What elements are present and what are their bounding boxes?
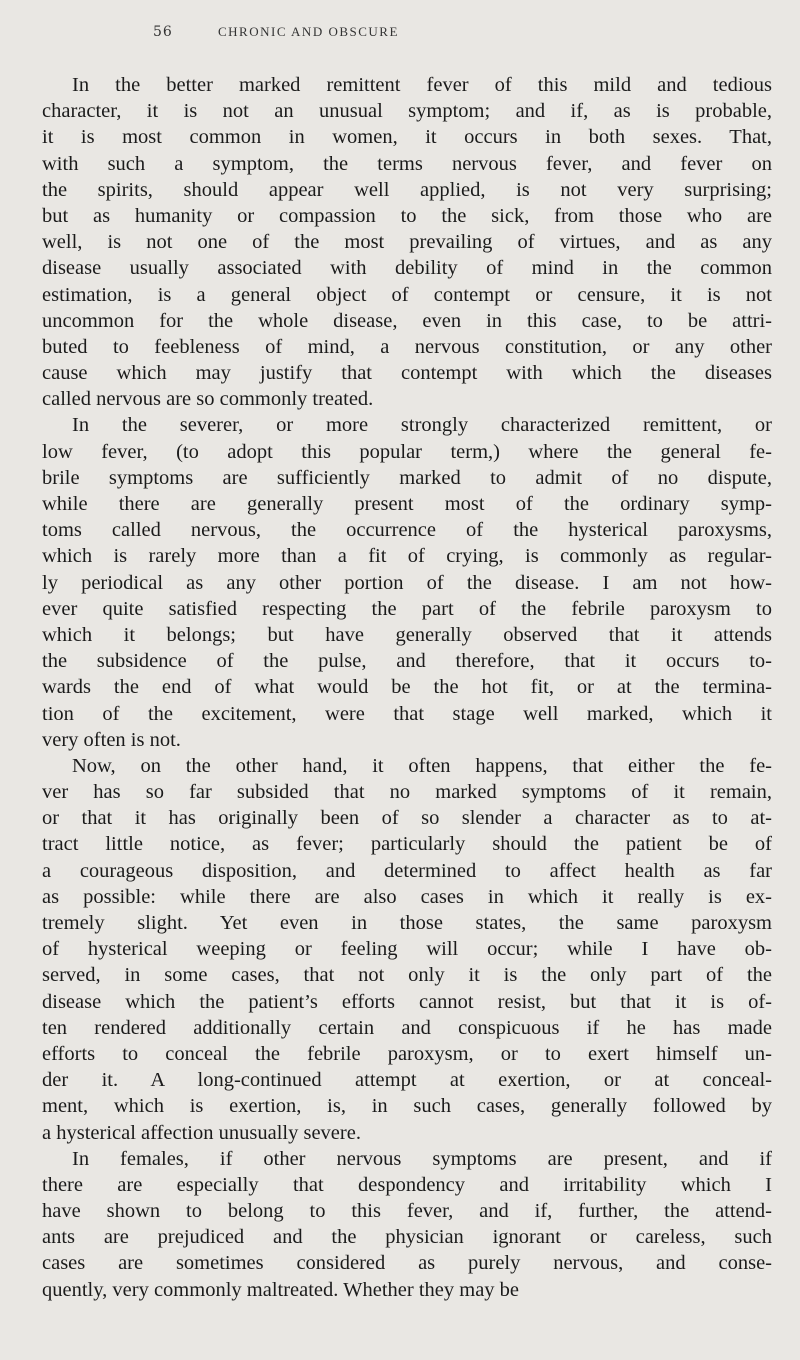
- body-text: [42, 72, 772, 1303]
- text-line: tract little notice, as fever; particularly should the patient be of: [42, 833, 772, 856]
- text-line: disease which the patient’s efforts cannot resist, but that it is of-: [42, 990, 772, 1013]
- text-line: tion of the excitement, were that stage well marked, which it: [42, 702, 772, 725]
- text-line: In females, if other nervous symptoms are present, and if: [72, 1147, 772, 1170]
- page-header: [40, 0, 780, 72]
- text-line: tremely slight. Yet even in those states, the same paroxysm: [42, 912, 772, 934]
- text-line: ver has so far subsided that no marked symptoms of it remain,: [42, 781, 772, 804]
- text-line: served, in some cases, that not only it is the only part of the: [42, 964, 772, 987]
- text-line: quently, very commonly maltreated. Whether they may be: [42, 1278, 520, 1301]
- text-line: ants are prejudiced and the physician ignorant or careless, such: [42, 1226, 772, 1249]
- text-line: very often is not.: [42, 728, 181, 751]
- text-line: as possible: while there are also cases in which it really is ex-: [42, 885, 772, 908]
- text-line: it is most common in women, it occurs in both sexes. That,: [42, 126, 772, 149]
- text-line: or that it has originally been of so slender a character as to at-: [42, 807, 772, 830]
- text-line: character, it is not an unusual symptom; and if, as is probable,: [42, 100, 772, 123]
- text-line: of hysterical weeping or feeling will occur; while I have ob-: [42, 938, 772, 961]
- text-line: ever quite satisfied respecting the part of the febrile paroxysm to: [42, 597, 772, 620]
- text-line: cause which may justify that contempt with which the diseases: [42, 362, 772, 385]
- text-line: the subsidence of the pulse, and therefore, that it occurs to-: [42, 650, 772, 673]
- text-line: the spirits, should appear well applied, is not very surprising;: [42, 178, 772, 201]
- text-line: efforts to conceal the febrile paroxysm, or to exert himself un-: [42, 1042, 772, 1065]
- text-line: low fever, (to adopt this popular term,) where the general fe-: [42, 440, 772, 463]
- text-line: have shown to belong to this fever, and if, further, the attend-: [42, 1200, 772, 1223]
- text-line: ten rendered additionally certain and conspicuous if he has made: [42, 1016, 772, 1039]
- running-title: CHRONIC AND OBSCURE: [218, 24, 399, 39]
- text-line: but as humanity or compassion to the sick, from those who are: [42, 204, 772, 227]
- text-line: Now, on the other hand, it often happens, that either the fe-: [72, 754, 772, 777]
- text-line: with such a symptom, the terms nervous fever, and fever on: [42, 152, 772, 175]
- text-line: while there are generally present most of the ordinary symp-: [42, 493, 772, 515]
- text-line: wards the end of what would be the hot fit, or at the termina-: [42, 676, 772, 699]
- text-line: uncommon for the whole disease, even in this case, to be attri-: [42, 309, 772, 332]
- text-line: In the severer, or more strongly characterized remittent, or: [72, 414, 772, 437]
- text-line: which is rarely more than a fit of crying, is commonly as regular-: [42, 545, 772, 568]
- page-number: 56: [153, 24, 173, 40]
- text-line: estimation, is a general object of contempt or censure, it is not: [42, 283, 772, 306]
- text-line: a courageous disposition, and determined to affect health as far: [42, 859, 772, 882]
- text-line: a hysterical affection unusually severe.: [42, 1121, 361, 1144]
- text-line: cases are sometimes considered as purely nervous, and conse-: [42, 1252, 772, 1275]
- text-line: der it. A long-continued attempt at exertion, or at conceal-: [42, 1069, 772, 1092]
- text-line: In the better marked remittent fever of this mild and tedious: [72, 74, 772, 96]
- text-line: disease usually associated with debility of mind in the common: [42, 257, 772, 280]
- text-line: called nervous are so commonly treated.: [42, 388, 374, 411]
- text-line: ly periodical as any other portion of the disease. I am not how-: [42, 571, 772, 594]
- text-line: buted to feebleness of mind, a nervous constitution, or any other: [42, 335, 772, 358]
- text-line: there are especially that despondency and irritability which I: [42, 1173, 772, 1196]
- text-line: which it belongs; but have generally observed that it attends: [42, 623, 772, 646]
- text-line: toms called nervous, the occurrence of the hysterical paroxysms,: [42, 519, 772, 542]
- text-line: brile symptoms are sufficiently marked to admit of no dispute,: [42, 466, 772, 489]
- text-line: well, is not one of the most prevailing of virtues, and as any: [42, 231, 772, 254]
- text-line: ment, which is exertion, is, in such cases, generally followed by: [42, 1095, 772, 1118]
